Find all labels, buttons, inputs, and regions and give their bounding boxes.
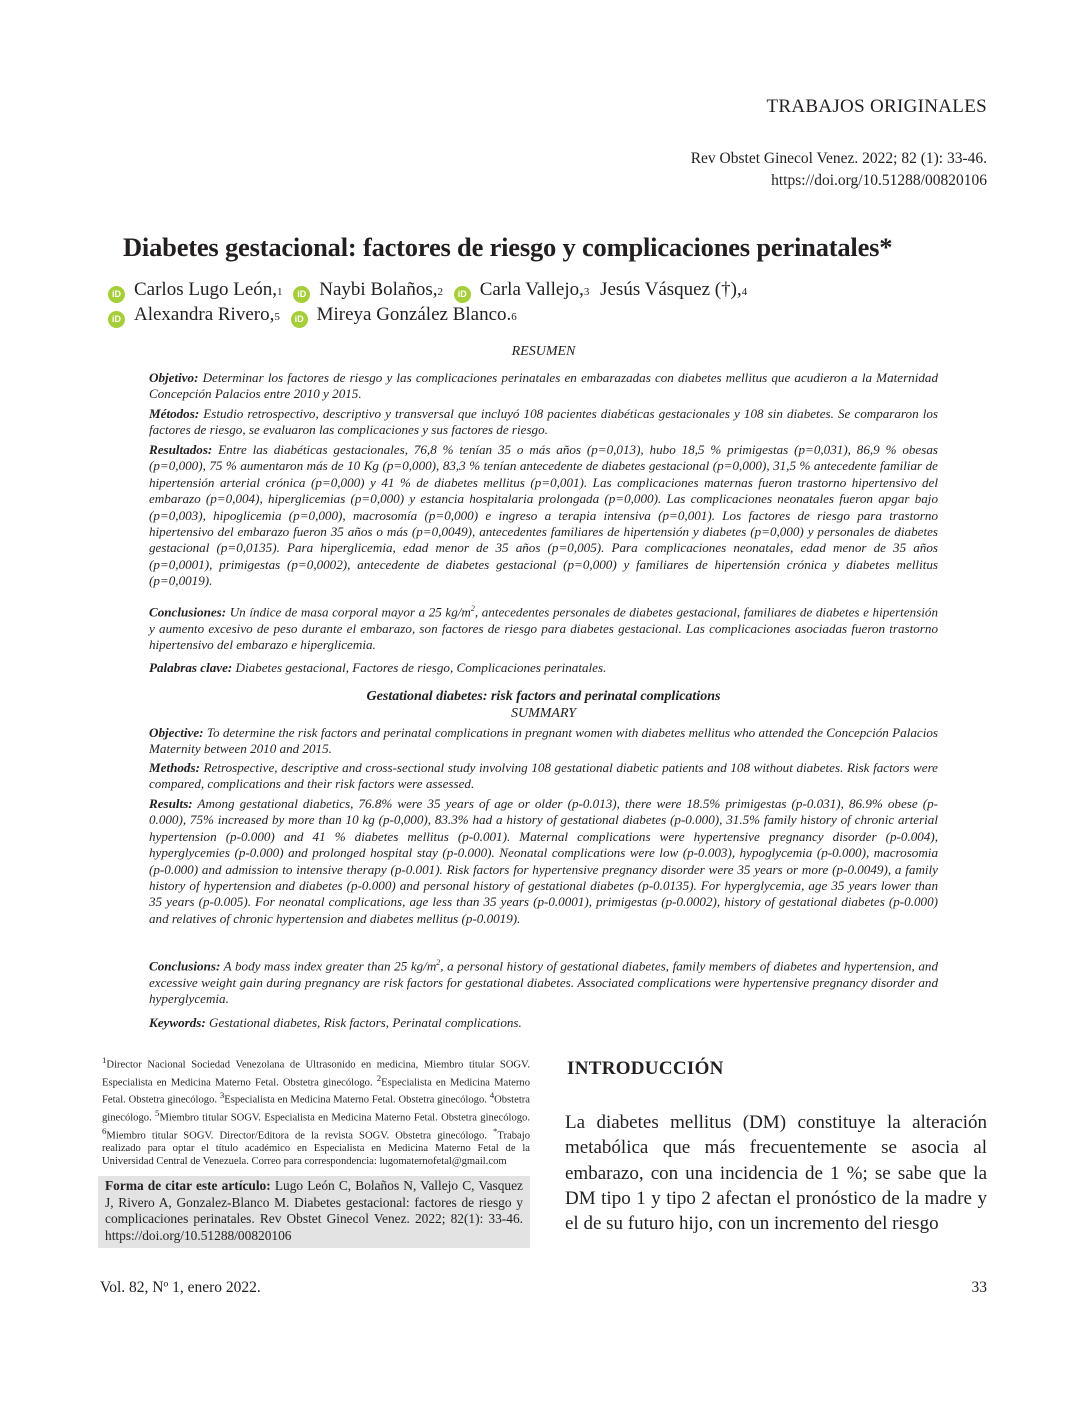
summary-conclusions: Conclusions: A body mass index greater than 25 $kg/m^2$, a personal history of gestational diabetes, family members of diabetes and hypertension, and excessive weight gain during pregnancy are risk factors for gestational diabetes. Associated complications were hypertensive pregnancy disorder and hyperglycemia. bbox=[149, 958, 938, 1007]
article-title: Diabetes gestacional: factores de riesgo y complicaciones perinatales* bbox=[123, 232, 893, 262]
author-affiliation: 4 bbox=[741, 286, 748, 298]
affiliation-footnotes: $^1$Director Nacional Sociedad Venezolana de Ultrasonido en medicina, Miembro titular SOGV. Especialista en Medicina Materno Fetal. Obstetra ginecólogo. $^2$Especialista en Medicina Materno Fetal. Obstetra ginecólogo. $^3$Especialista en Medicina Materno Fetal. Obstetra ginecólogo. $^4$Obstetra ginecólogo. $^5$Miembro titular SOGV. Especialista en Medicina Materno Fetal. Obstetra ginecólogo. $^6$Miembro titular SOGV. Director/Editora de la revista SOGV. Obstetra ginecólogo. *Trabajo realizado para optar el título académico en Especialista en Medicina Materno Fetal de la Universidad Central de Venezuela. Correo para correspondencia: lugomaternofetal@gmail.com bbox=[102, 1055, 531, 1168]
resumen-resultados: Resultados: Entre las diabéticas gestacionales, 76,8 % tenían 35 o más años (p=0,013), hubo 18,5 % primigestas (p=0,031), 86,9 % obesas (p=0,000), 75 % aumentaron más de 10 Kg (p=0,000), 83,3 % tenían antecedente de diabetes gestacional (p=0,000), 31,5 % antecedente familiar de hipertensión arterial crónica (p=0,000) y 41 % de diabetes mellitus (p=0,001). Las complicaciones maternas fueron trastorno hipertensivo del embarazo (p=0,004), hiperglicemias (p=0,000) y estancia hospitalaria prolongada (p=0,000). Las complicaciones neonatales fueron apgar bajo (p=0,003), hipoglicemia (p=0,000), macrosomía (p=0,000) e ingreso a terapia intensiva (p=0,001). Los factores de riesgo para trastorno hipertensivo del embarazo fueron 35 años o más (p=0,0049), antecedentes familiares de hipertensión y diabetes (p=0,000) y personales de diabetes gestacional (p=0,0135). Para hiperglicemia, edad menor de 35 años (p=0,005). Para complicaciones neonatales, edad menor de 35 años (p=0,0001), primigestas (p=0,0002), antecedente de diabetes gestacional (p=0,000) y familiares de hipertensión crónica y diabetes mellitus (p=0,0019). bbox=[149, 442, 938, 589]
author-name: Naybi Bolaños, bbox=[319, 279, 438, 300]
author-name: Carlos Lugo León, bbox=[134, 279, 278, 300]
summary-methods: Methods: Retrospective, descriptive and cross-sectional study involving 108 gestational diabetic patients and 108 without diabetes. Risk factors were compared, complications and their risk factors were assessed. bbox=[149, 760, 938, 792]
author-5[interactable] bbox=[108, 302, 280, 330]
author-6[interactable] bbox=[291, 302, 517, 330]
author-list-line-1 bbox=[108, 277, 753, 305]
summary-title: Gestational diabetes: risk factors and perinatal complications bbox=[366, 689, 721, 704]
orcid-icon[interactable]: iD bbox=[293, 286, 310, 303]
summary-results: Results: Among gestational diabetics, 76.8% were 35 years of age or older (p-0.013), there were 18.5% primigestas (p-0.031), 86.9% obese (p-0.000), 75% increased by more than 10 kg (p-0,000), 83.3% had a history of gestational diabetes (p-0.000), 31.5% family history of chronic arterial hypertension (p-0.000) and 41 % diabetes mellitus (p-0.001). Maternal complications were hypertensive pregnancy disorder (p-0.004), hyperglycemies (p-0.000) and prolonged hospital stay (p-0.000). Neonatal complications were low (p-0.003), hypoglycemia (p-0.000), macrosomia (p-0.000) and admission to intensive therapy (p-0.001). Risk factors for hypertensive pregnancy disorder were 35 years or more (p-0.0049), a family history of hypertension and diabetes (p-0.000) and personal history of gestational diabetes (p-0.0135). For hyperglycemia, age 35 years lower than 35 years (p-0.005). For neonatal complications, age less than 35 years (p-0.0001), primigestas (p-0.0002), history of gestational diabetes (p-0.000) and relatives of chronic hypertension and diabetes mellitus (p-0.0019). bbox=[149, 796, 938, 926]
author-list-line-2 bbox=[108, 302, 523, 330]
resumen-conclusiones: Conclusiones: Un índice de masa corporal mayor a 25 $kg/m^2$, antecedentes personales de diabetes gestacional, familiares de diabetes e hipertensión y aumento excesivo de peso durante el embarazo, son factores de riesgo para diabetes gestacional. Las complicaciones asociadas fueron trastorno hipertensivo del embarazo e hiperglicemia. bbox=[149, 604, 938, 653]
author-3[interactable] bbox=[454, 277, 590, 305]
doi-link[interactable]: https://doi.org/10.51288/00820106 bbox=[771, 172, 987, 189]
orcid-icon[interactable]: iD bbox=[108, 311, 125, 328]
author-affiliation: 6 bbox=[511, 311, 517, 323]
author-name: Carla Vallejo, bbox=[479, 279, 584, 300]
summary-keywords: Keywords: Gestational diabetes, Risk factors, Perinatal complications. bbox=[149, 1015, 522, 1030]
resumen-palabras-clave: Palabras clave: Diabetes gestacional, Factores de riesgo, Complicaciones perinatales. bbox=[149, 660, 607, 675]
author-1[interactable] bbox=[108, 277, 283, 305]
author-name: Mireya González Blanco. bbox=[316, 304, 512, 325]
section-tag: TRABAJOS ORIGINALES bbox=[766, 96, 987, 117]
author-4 bbox=[600, 277, 747, 305]
author-affiliation: 1 bbox=[277, 286, 283, 298]
author-name: Jesús Vásquez (†), bbox=[600, 279, 742, 300]
resumen-metodos: Métodos: Estudio retrospectivo, descriptivo y transversal que incluyó 108 pacientes diabéticas gestacionales y 108 sin diabetes. Se compararon los factores de riesgo, se evaluaron las complicaciones y sus factores de riesgo. bbox=[149, 406, 938, 438]
author-affiliation: 3 bbox=[583, 286, 590, 298]
orcid-icon[interactable]: iD bbox=[454, 286, 471, 303]
resumen-heading: RESUMEN bbox=[511, 344, 576, 359]
author-2[interactable] bbox=[293, 277, 443, 305]
footer-volume: Vol. 82, Nº 1, enero 2022. bbox=[100, 1279, 261, 1296]
page-number: 33 bbox=[971, 1279, 987, 1296]
author-affiliation: 2 bbox=[437, 286, 443, 298]
journal-citation: Rev Obstet Ginecol Venez. 2022; 82 (1): 33-46. bbox=[690, 150, 987, 167]
author-affiliation: 5 bbox=[274, 311, 280, 323]
introduction-paragraph: La diabetes mellitus (DM) constituye la alteración metabólica que más frecuentemente se asocia al embarazo, con una incidencia de 1 %; se sabe que la DM tipo 1 y tipo 2 afectan el pronóstico de la madre y el de su futuro hijo, con un incremento del riesgo bbox=[565, 1112, 987, 1235]
author-name: Alexandra Rivero, bbox=[134, 304, 275, 325]
resumen-objetivo: Objetivo: Determinar los factores de riesgo y las complicaciones perinatales en embarazadas con diabetes mellitus que acudieron a la Maternidad Concepción Palacios entre 2010 y 2015. bbox=[149, 370, 938, 402]
summary-heading: SUMMARY bbox=[510, 706, 577, 721]
summary-objective: Objective: To determine the risk factors and perinatal complications in pregnant women with diabetes mellitus who attended the Concepción Palacios Maternity between 2010 and 2015. bbox=[149, 725, 938, 757]
orcid-icon[interactable]: iD bbox=[108, 286, 125, 303]
introduction-heading: INTRODUCCIÓN bbox=[567, 1058, 724, 1079]
how-to-cite-box: Forma de citar este artículo: Lugo León C, Bolaños N, Vallejo C, Vasquez J, Rivero A, Gonzalez-Blanco M. Diabetes gestacional: factores de riesgo y complicaciones perinatales. Rev Obstet Ginecol Venez. 2022; 82(1): 33-46. https://doi.org/10.51288/00820106 bbox=[98, 1176, 530, 1248]
orcid-icon[interactable]: iD bbox=[291, 311, 308, 328]
